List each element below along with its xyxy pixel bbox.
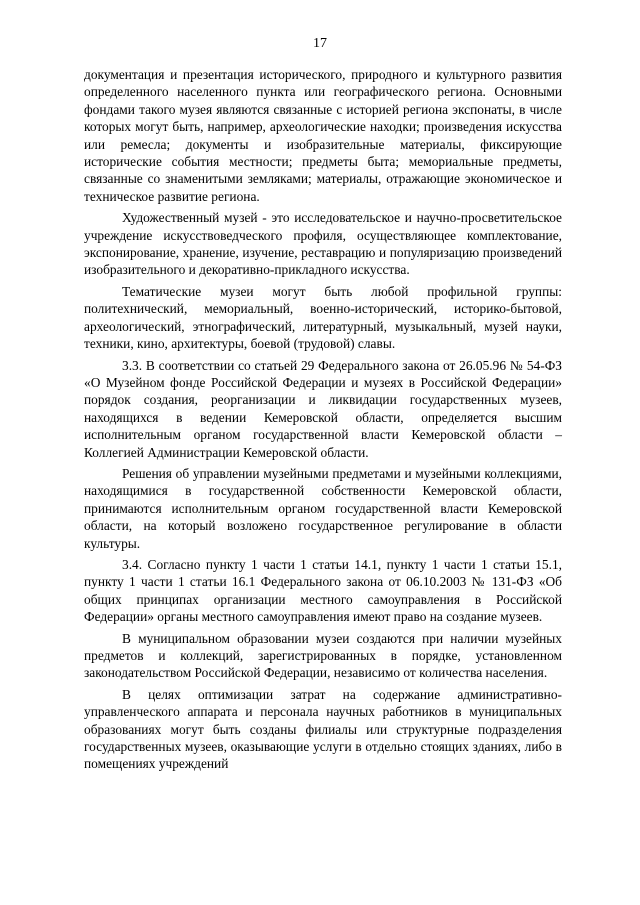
paragraph-section-3-3: 3.3. В соответствии со статьей 29 Федерального закона от 26.05.96 № 54-ФЗ «О Музейном фонде Российской Федерации и музеях в Российской Федерации» порядок создания, реорганизации и ликвидации государственных музеев, находящихся в ведении Кемеровской области, определяется высшим исполнительным органом государственной власти Кемеровской области – Коллегией Администрации Кемеровской области. xyxy=(84,357,562,460)
paragraph-art-museum: Художественный музей - это исследовательское и научно-просветительское учреждение искусствоведческого профиля, осуществляющее комплектование, экспонирование, хранение, изучение, реставрацию и популяризацию произведений изобразительного и декоративно-прикладного искусства. xyxy=(84,210,562,278)
paragraph-thematic-museums: Тематические музеи могут быть любой профильной группы: политехнический, мемориальный, военно-исторический, историко-бытовой, археологический, этнографический, литературный, музыкальный, музей науки, техники, кино, архитектуры, боевой (трудовой) славы. xyxy=(84,283,562,352)
paragraph-local-history-museum-continued: документация и презентация исторического, природного и культурного развития определенного населенного пункта или географического региона. Основными фондами такого музея являются связанные с историей региона экспонаты, в числе которых могут быть, например, археологические находки; произведения искусства или ремесла; документы и изобразительные материалы, фиксирующие исторические события местности; предметы быта; мемориальные предметы, связанные со знаменитыми земляками; материалы, отражающие экономическое и техническое развитие региона. xyxy=(84,67,562,204)
paragraph-section-3-4: 3.4. Согласно пункту 1 части 1 статьи 14.1, пункту 1 части 1 статьи 15.1, пункту 1 части 1 статьи 16.1 Федерального закона от 06.10.2003 № 131-ФЗ «Об общих принципах организации местного самоуправления в Российской Федерации» органы местного самоуправления имеют право на создание музеев. xyxy=(84,556,562,625)
paragraph-cost-optimization: В целях оптимизации затрат на содержание административно-управленческого аппарата и персонала научных работников в муниципальных образованиях могут быть созданы филиалы или структурные подразделения государственных музеев, оказывающие услуги в отдельно стоящих зданиях, либо в помещениях учреждений xyxy=(84,686,562,772)
document-body xyxy=(84,66,562,777)
paragraph-management-decisions: Решения об управлении музейными предметами и музейными коллекциями, находящимися в государственной собственности Кемеровской области, принимаются исполнительным органом государственной власти Кемеровской области, на который возложено государственное регулирование в области культуры. xyxy=(84,465,562,551)
paragraph-municipal-museums: В муниципальном образовании музеи создаются при наличии музейных предметов и коллекций, зарегистрированных в порядке, установленном законодательством Российской Федерации, независимо от количества населения. xyxy=(84,630,562,681)
page-number: 17 xyxy=(313,36,327,51)
